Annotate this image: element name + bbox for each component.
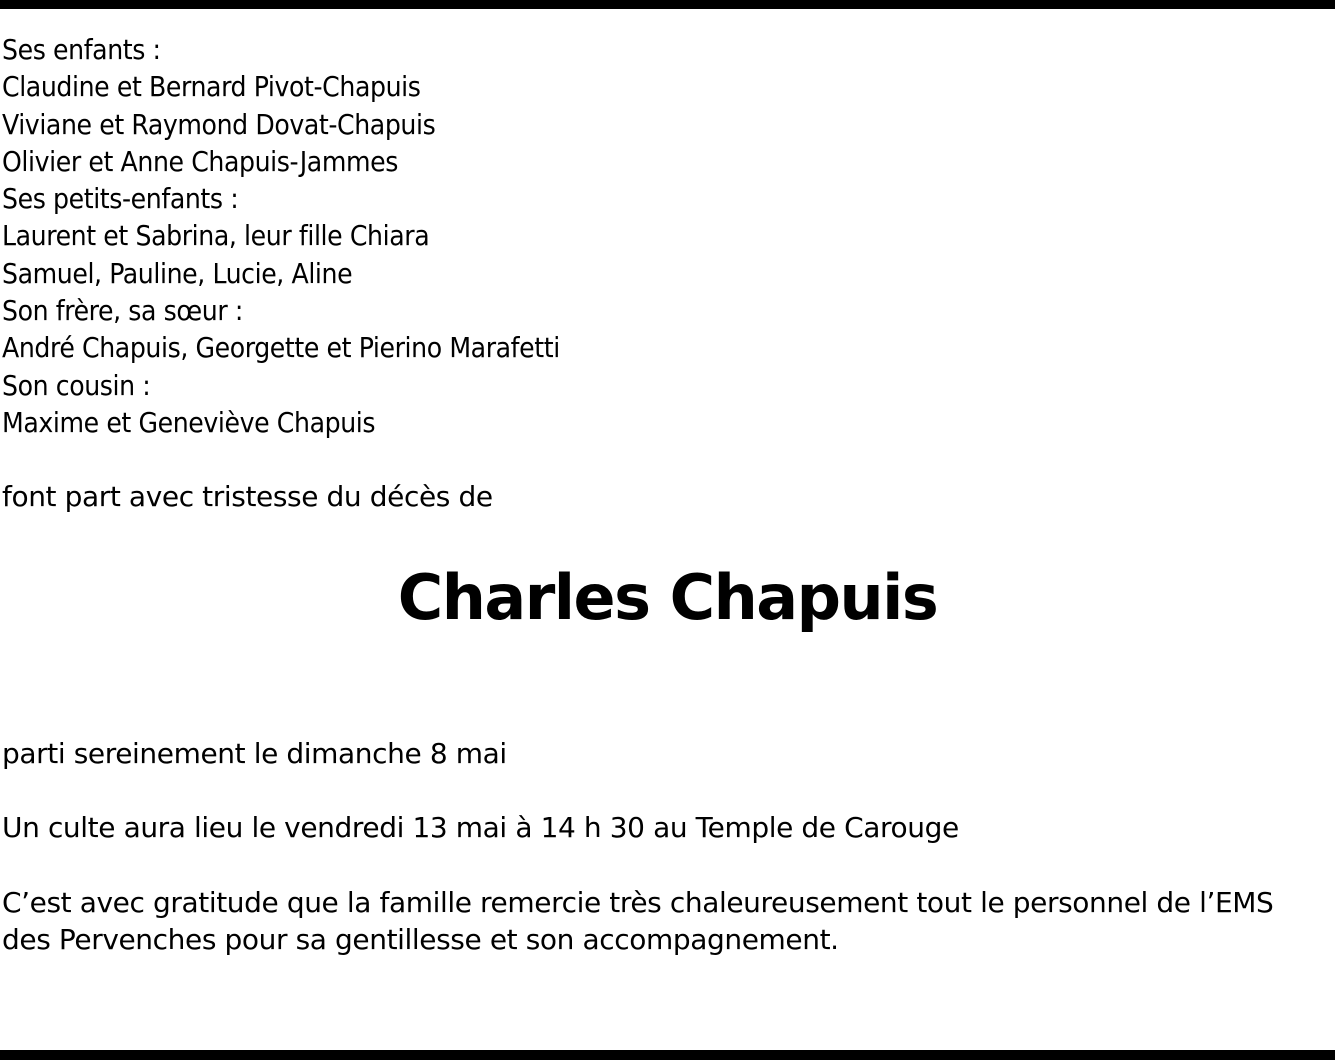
family-line: Son cousin : <box>2 368 151 402</box>
thanks-paragraph: C’est avec gratitude que la famille remercie très chaleureusement tout le personnel de l’EMS des Pervenches pour sa gentillesse et son accompagnement. <box>2 886 1274 956</box>
service-info-text: Un culte aura lieu le vendredi 13 mai à 14 h 30 au Temple de Carouge <box>2 811 959 844</box>
family-line: Maxime et Geneviève Chapuis <box>2 405 376 439</box>
family-list <box>2 31 560 441</box>
family-line: Ses petits-enfants : <box>2 182 239 216</box>
family-line: Ses enfants : <box>2 33 161 66</box>
bottom-border-rule <box>0 1050 1335 1060</box>
family-line: André Chapuis, Georgette et Pierino Marafetti <box>2 331 560 365</box>
family-line: Laurent et Sabrina, leur fille Chiara <box>2 219 430 253</box>
announcement-text: font part avec tristesse du décès de <box>2 480 493 513</box>
family-line: Olivier et Anne Chapuis-Jammes <box>2 144 398 178</box>
top-border-rule <box>0 0 1335 9</box>
family-line: Samuel, Pauline, Lucie, Aline <box>2 256 353 290</box>
family-line: Son frère, sa sœur : <box>2 294 243 328</box>
family-line: Viviane et Raymond Dovat-Chapuis <box>2 107 436 141</box>
passed-away-text: parti sereinement le dimanche 8 mai <box>2 737 507 770</box>
family-line: Claudine et Bernard Pivot-Chapuis <box>2 70 421 104</box>
deceased-name: Charles Chapuis <box>397 561 938 634</box>
